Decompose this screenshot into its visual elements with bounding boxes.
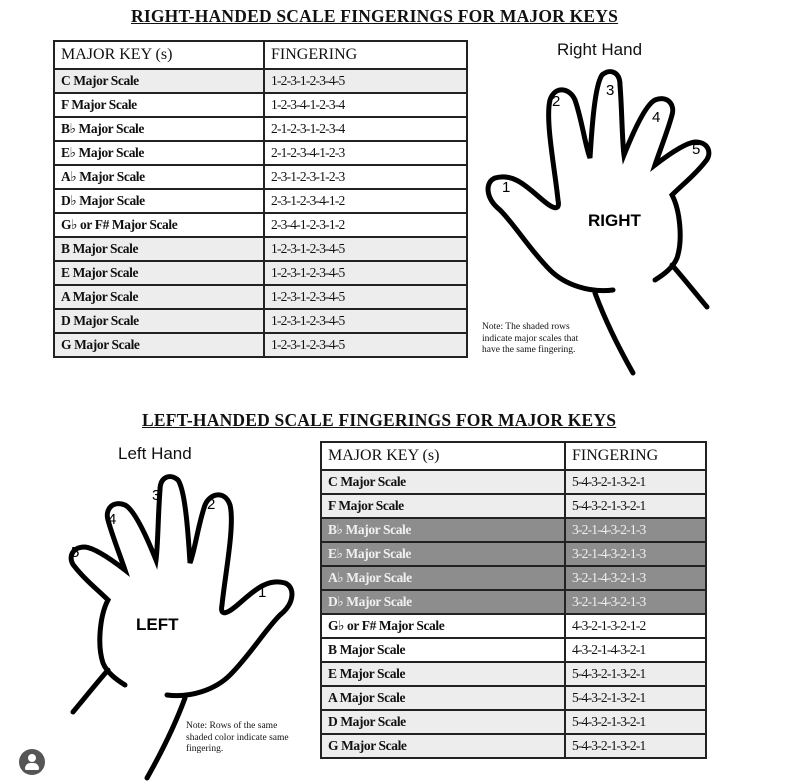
fingering-cell: 2-1-2-3-4-1-2-3: [264, 141, 467, 165]
left-note: Note: Rows of the same shaded color indicate same fingering.: [186, 721, 289, 754]
key-cell: B Major Scale: [54, 237, 264, 261]
fingering-cell: 2-1-2-3-1-2-3-4: [264, 117, 467, 141]
table-header-row: [54, 41, 467, 69]
key-cell: D Major Scale: [321, 710, 565, 734]
fingering-cell: 1-2-3-1-2-3-4-5: [264, 69, 467, 93]
fingering-cell: 5-4-3-2-1-3-2-1: [565, 470, 706, 494]
table-row: [321, 734, 706, 758]
table-row: [54, 189, 467, 213]
left-hand-fingering-table: [320, 441, 707, 759]
right-note: Note: The shaded rows indicate major scales that have the same fingering.: [482, 322, 579, 355]
table-row: [54, 333, 467, 357]
column-header-fingering: FINGERING: [264, 41, 467, 69]
key-cell: D♭ Major Scale: [54, 189, 264, 213]
left-hand-label: Left Hand: [118, 444, 192, 463]
key-cell: B♭ Major Scale: [54, 117, 264, 141]
table-row: [321, 518, 706, 542]
right-section-title: RIGHT-HANDED SCALE FINGERINGS FOR MAJOR KEYS: [131, 6, 619, 26]
key-cell: D Major Scale: [54, 309, 264, 333]
fingering-cell: 2-3-4-1-2-3-1-2: [264, 213, 467, 237]
table-row: [321, 710, 706, 734]
fingering-cell: 2-3-1-2-3-1-2-3: [264, 165, 467, 189]
left-section-title: LEFT-HANDED SCALE FINGERINGS FOR MAJOR KEYS: [142, 410, 617, 430]
table-row: [321, 638, 706, 662]
key-cell: F Major Scale: [54, 93, 264, 117]
fingering-cell: 1-2-3-1-2-3-4-5: [264, 261, 467, 285]
right-finger-3: 3: [606, 82, 615, 99]
table-row: [54, 117, 467, 141]
table-row: [321, 590, 706, 614]
column-header-key: MAJOR KEY (s): [54, 41, 264, 69]
key-cell: D♭ Major Scale: [321, 590, 565, 614]
right-hand-fingering-table: [53, 40, 468, 358]
fingering-cell: 1-2-3-1-2-3-4-5: [264, 285, 467, 309]
key-cell: B Major Scale: [321, 638, 565, 662]
left-finger-1: 1: [258, 584, 267, 601]
key-cell: A Major Scale: [321, 686, 565, 710]
key-cell: A Major Scale: [54, 285, 264, 309]
table-row: [54, 237, 467, 261]
table-row: [54, 69, 467, 93]
fingering-cell: 4-3-2-1-4-3-2-1: [565, 638, 706, 662]
left-finger-3: 3: [152, 487, 161, 504]
right-finger-2: 2: [552, 93, 561, 110]
table-row: [54, 93, 467, 117]
table-header-row: [321, 442, 706, 470]
right-finger-4: 4: [652, 109, 661, 126]
table-row: [321, 566, 706, 590]
key-cell: E♭ Major Scale: [321, 542, 565, 566]
table-row: [54, 309, 467, 333]
left-hand-word: LEFT: [136, 615, 179, 634]
fingering-cell: 1-2-3-4-1-2-3-4: [264, 93, 467, 117]
right-hand-label: Right Hand: [557, 40, 643, 59]
fingering-cell: 1-2-3-1-2-3-4-5: [264, 333, 467, 357]
table-row: [321, 614, 706, 638]
fingering-cell: 5-4-3-2-1-3-2-1: [565, 710, 706, 734]
key-cell: A♭ Major Scale: [54, 165, 264, 189]
table-row: [54, 261, 467, 285]
left-finger-5: 5: [71, 544, 80, 561]
fingering-cell: 3-2-1-4-3-2-1-3: [565, 590, 706, 614]
fingering-cell: 1-2-3-1-2-3-4-5: [264, 309, 467, 333]
fingering-cell: 5-4-3-2-1-3-2-1: [565, 494, 706, 518]
key-cell: G Major Scale: [321, 734, 565, 758]
fingering-cell: 5-4-3-2-1-3-2-1: [565, 734, 706, 758]
right-hand-word: RIGHT: [588, 211, 641, 230]
key-cell: C Major Scale: [321, 470, 565, 494]
key-cell: E Major Scale: [54, 261, 264, 285]
table-row: [54, 285, 467, 309]
key-cell: E♭ Major Scale: [54, 141, 264, 165]
fingering-cell: 1-2-3-1-2-3-4-5: [264, 237, 467, 261]
key-cell: F Major Scale: [321, 494, 565, 518]
right-finger-5: 5: [692, 141, 701, 158]
user-avatar-icon[interactable]: [19, 749, 45, 775]
key-cell: G♭ or F# Major Scale: [54, 213, 264, 237]
fingering-cell: 4-3-2-1-3-2-1-2: [565, 614, 706, 638]
table-row: [54, 141, 467, 165]
table-row: [321, 686, 706, 710]
key-cell: E Major Scale: [321, 662, 565, 686]
table-row: [321, 494, 706, 518]
key-cell: B♭ Major Scale: [321, 518, 565, 542]
left-finger-2: 2: [207, 496, 216, 513]
table-row: [54, 213, 467, 237]
key-cell: G Major Scale: [54, 333, 264, 357]
table-row: [321, 542, 706, 566]
table-row: [54, 165, 467, 189]
fingering-cell: 2-3-1-2-3-4-1-2: [264, 189, 467, 213]
column-header-fingering: FINGERING: [565, 442, 706, 470]
right-finger-1: 1: [502, 179, 511, 196]
left-finger-4: 4: [108, 511, 117, 528]
key-cell: C Major Scale: [54, 69, 264, 93]
table-row: [321, 470, 706, 494]
fingering-cell: 5-4-3-2-1-3-2-1: [565, 686, 706, 710]
key-cell: A♭ Major Scale: [321, 566, 565, 590]
key-cell: G♭ or F# Major Scale: [321, 614, 565, 638]
fingering-cell: 3-2-1-4-3-2-1-3: [565, 518, 706, 542]
column-header-key: MAJOR KEY (s): [321, 442, 565, 470]
fingering-cell: 3-2-1-4-3-2-1-3: [565, 566, 706, 590]
table-row: [321, 662, 706, 686]
fingering-cell: 5-4-3-2-1-3-2-1: [565, 662, 706, 686]
fingering-cell: 3-2-1-4-3-2-1-3: [565, 542, 706, 566]
